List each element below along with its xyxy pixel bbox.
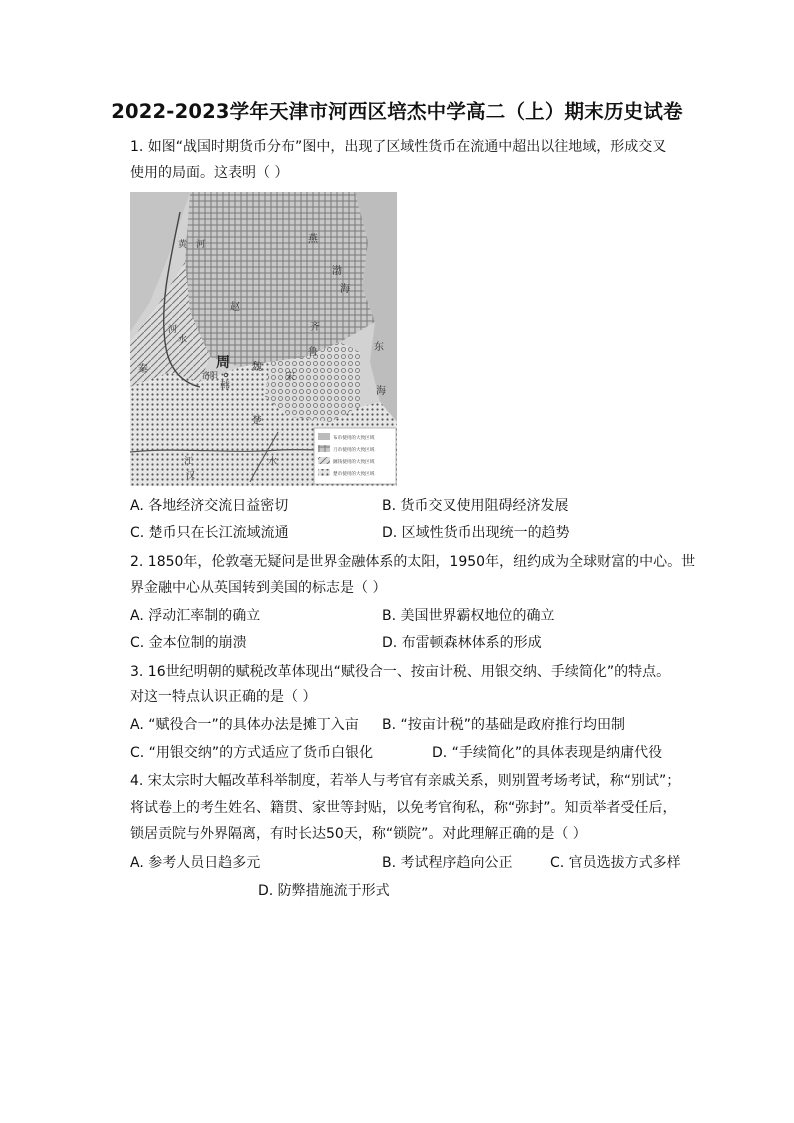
q2-stem-line-1: 2. 1850年，伦敦毫无疑问是世界金融体系的太阳，1950年，纽约成为全球财富的中心。世 [130,554,696,570]
q4-option-a[interactable]: A. 参考人员日趋多元 [130,855,261,871]
q3-option-b[interactable]: B. “按亩计税”的基础是政府推行均田制 [382,717,626,733]
q3-option-c[interactable]: C. “用银交纳”的方式适应了货币白银化 [130,745,374,761]
q2-option-a[interactable]: A. 浮动汇率制的确立 [130,608,261,624]
warring-states-currency-map [130,192,397,486]
q2-stem-line-2: 界金融中心从英国转到美国的标志是（ ） [130,580,387,596]
legend-swatch-spade [318,433,330,440]
q4-option-d[interactable]: D. 防弊措施流于形式 [258,883,390,899]
map-label-jiang: 江 [184,457,194,467]
q3-option-d[interactable]: D. “手续简化”的具体表现是纳庸代役 [432,745,663,761]
q2-option-b[interactable]: B. 美国世界霸权地位的确立 [382,608,555,624]
q2-option-c[interactable]: C. 金本位制的崩溃 [130,635,247,651]
map-label-song: 宋 [285,372,295,383]
map-label-he-1: 河 [196,240,206,250]
map-label-bo: 渤 [332,266,342,277]
map-label-hai-1: 海 [340,284,350,295]
map-label-qin: 秦 [138,364,148,375]
legend-label-round: 圜钱使用的大致区域 [333,460,375,465]
q3-option-a[interactable]: A. “赋役合一”的具体办法是摊丁入亩 [130,717,359,733]
legend-label-knife: 刀币使用的大致区域 [333,448,375,453]
q1-option-a[interactable]: A. 各地经济交流日益密切 [130,498,289,514]
map-label-hai-2: 海 [376,386,386,397]
q3-stem-line-2: 对这一特点认识正确的是（ ） [130,689,317,705]
map-label-lu: 鲁 [308,347,318,358]
map-label-chu: 楚 [252,416,262,427]
map-label-dong: 东 [374,342,384,353]
map-label-han-river: 汉 [186,471,196,481]
q1-option-c[interactable]: C. 楚币只在长江流域流通 [130,525,289,541]
map-label-han-shui: 水 [268,457,278,467]
q1-option-d[interactable]: D. 区域性货币出现统一的趋势 [382,525,570,541]
q1-option-b[interactable]: B. 货币交叉使用阻碍经济发展 [382,498,569,514]
q3-stem-line-1: 3. 16世纪明朝的赋税改革体现出“赋役合一、按亩计税、用银交纳、手续简化”的特点。 [130,664,671,680]
map-label-luoyang: 洛阳 [202,371,218,380]
legend-swatch-knife [318,445,330,452]
legend-label-chu: 楚币使用的大致区域 [333,472,375,477]
q4-stem-line-1: 4. 宋太宗时大幅改革科举制度，若举人与考官有亲戚关系，则别置考场考试，称“别试”； [130,773,681,789]
map-label-huang: 黄 [178,240,188,250]
legend-swatch-chu [318,469,330,476]
q4-stem-line-2: 将试卷上的考生姓名、籍贯、家世等封贴，以免考官徇私，称“弥封”。知贡举者受任后， [130,800,677,816]
map-label-he-2: 河 [168,325,178,335]
q2-option-d[interactable]: D. 布雷顿森林体系的形成 [382,635,542,651]
map-label-zhao: 赵 [230,302,240,313]
q1-stem-line-1: 1. 如图“战国时期货币分布”图中，出现了区域性货币在流通中超出以往地域，形成交叉 [130,139,667,155]
legend-swatch-round [318,457,330,464]
map-label-wei: 魏 [252,362,262,373]
q1-stem-line-2: 使用的局面。这表明（ ） [130,165,289,181]
exam-title: 2022-2023学年天津市河西区培杰中学高二（上）期末历史试卷 [111,100,683,123]
map-label-han: 韩 [220,381,230,392]
q4-stem-line-3: 锁居贡院与外界隔离，有时长达50天，称“锁院”。对此理解正确的是（ ） [130,826,587,842]
q4-option-c[interactable]: C. 官员选拔方式多样 [550,855,681,871]
map-legend [314,428,396,484]
map-label-qi: 齐 [310,322,320,333]
q4-option-b[interactable]: B. 考试程序趋向公正 [382,855,513,871]
map-label-yan: 燕 [308,234,318,245]
legend-label-spade: 布币使用的大致区域 [333,436,375,441]
map-label-shui: 水 [178,335,188,345]
map-label-zhou: 周 [216,355,230,371]
